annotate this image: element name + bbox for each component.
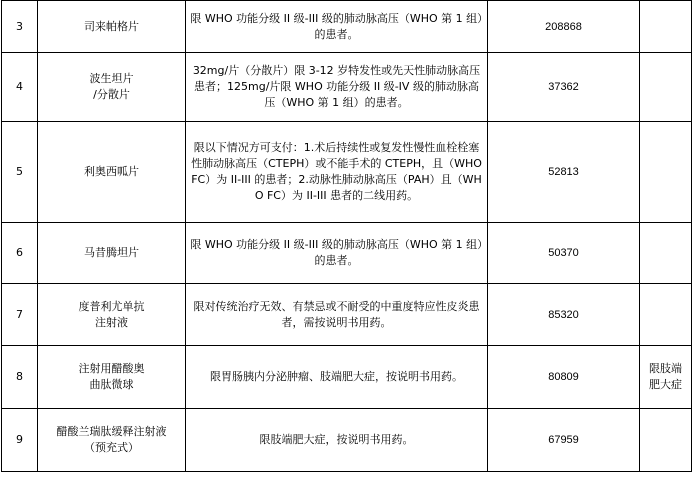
row-number: 7 bbox=[2, 284, 38, 346]
remark bbox=[640, 223, 692, 284]
table-row bbox=[2, 53, 692, 122]
remark bbox=[640, 53, 692, 122]
drug-name: 醋酸兰瑞肽缓释注射液 （预充式） bbox=[38, 409, 186, 472]
drug-name: 注射用醋酸奥 曲肽微球 bbox=[38, 346, 186, 409]
table-row bbox=[2, 223, 692, 284]
drug-code: 208868 bbox=[488, 1, 640, 53]
table-row bbox=[2, 284, 692, 346]
restriction-text: 限对传统治疗无效、有禁忌或不耐受的中重度特应性皮炎患者，需按说明书用药。 bbox=[186, 284, 488, 346]
drug-name: 马昔腾坦片 bbox=[38, 223, 186, 284]
remark: 限肢端 肥大症 bbox=[640, 346, 692, 409]
remark bbox=[640, 409, 692, 472]
row-number: 6 bbox=[2, 223, 38, 284]
table-row bbox=[2, 122, 692, 223]
drug-name: 司来帕格片 bbox=[38, 1, 186, 53]
row-number: 9 bbox=[2, 409, 38, 472]
drug-code: 50370 bbox=[488, 223, 640, 284]
drug-table bbox=[1, 0, 692, 472]
table-row bbox=[2, 409, 692, 472]
drug-code: 67959 bbox=[488, 409, 640, 472]
drug-name: 波生坦片 /分散片 bbox=[38, 53, 186, 122]
table-row bbox=[2, 1, 692, 53]
row-number: 5 bbox=[2, 122, 38, 223]
row-number: 3 bbox=[2, 1, 38, 53]
restriction-text: 限肢端肥大症，按说明书用药。 bbox=[186, 409, 488, 472]
drug-name: 利奥西呱片 bbox=[38, 122, 186, 223]
drug-code: 52813 bbox=[488, 122, 640, 223]
table-row bbox=[2, 346, 692, 409]
restriction-text: 限 WHO 功能分级 II 级-III 级的肺动脉高压（WHO 第 1 组）的患者。 bbox=[186, 223, 488, 284]
remark bbox=[640, 122, 692, 223]
drug-name: 度普利尤单抗 注射液 bbox=[38, 284, 186, 346]
drug-code: 85320 bbox=[488, 284, 640, 346]
restriction-text: 限以下情况方可支付：1.术后持续性或复发性慢性血栓栓塞性肺动脉高压（CTEPH）或不能手术的 CTEPH，且（WHO FC）为 II-III 的患者；2.动脉性肺动脉高压（PAH）且（WHO FC）为 II-III 患者的二线用药。 bbox=[186, 122, 488, 223]
row-number: 8 bbox=[2, 346, 38, 409]
drug-code: 37362 bbox=[488, 53, 640, 122]
remark bbox=[640, 284, 692, 346]
restriction-text: 限 WHO 功能分级 II 级-III 级的肺动脉高压（WHO 第 1 组）的患者。 bbox=[186, 1, 488, 53]
drug-code: 80809 bbox=[488, 346, 640, 409]
row-number: 4 bbox=[2, 53, 38, 122]
remark bbox=[640, 1, 692, 53]
restriction-text: 限胃肠胰内分泌肿瘤、肢端肥大症，按说明书用药。 bbox=[186, 346, 488, 409]
restriction-text: 32mg/片（分散片）限 3-12 岁特发性或先天性肺动脉高压患者；125mg/片限 WHO 功能分级 II 级-IV 级的肺动脉高压（WHO 第 1 组）的患者。 bbox=[186, 53, 488, 122]
